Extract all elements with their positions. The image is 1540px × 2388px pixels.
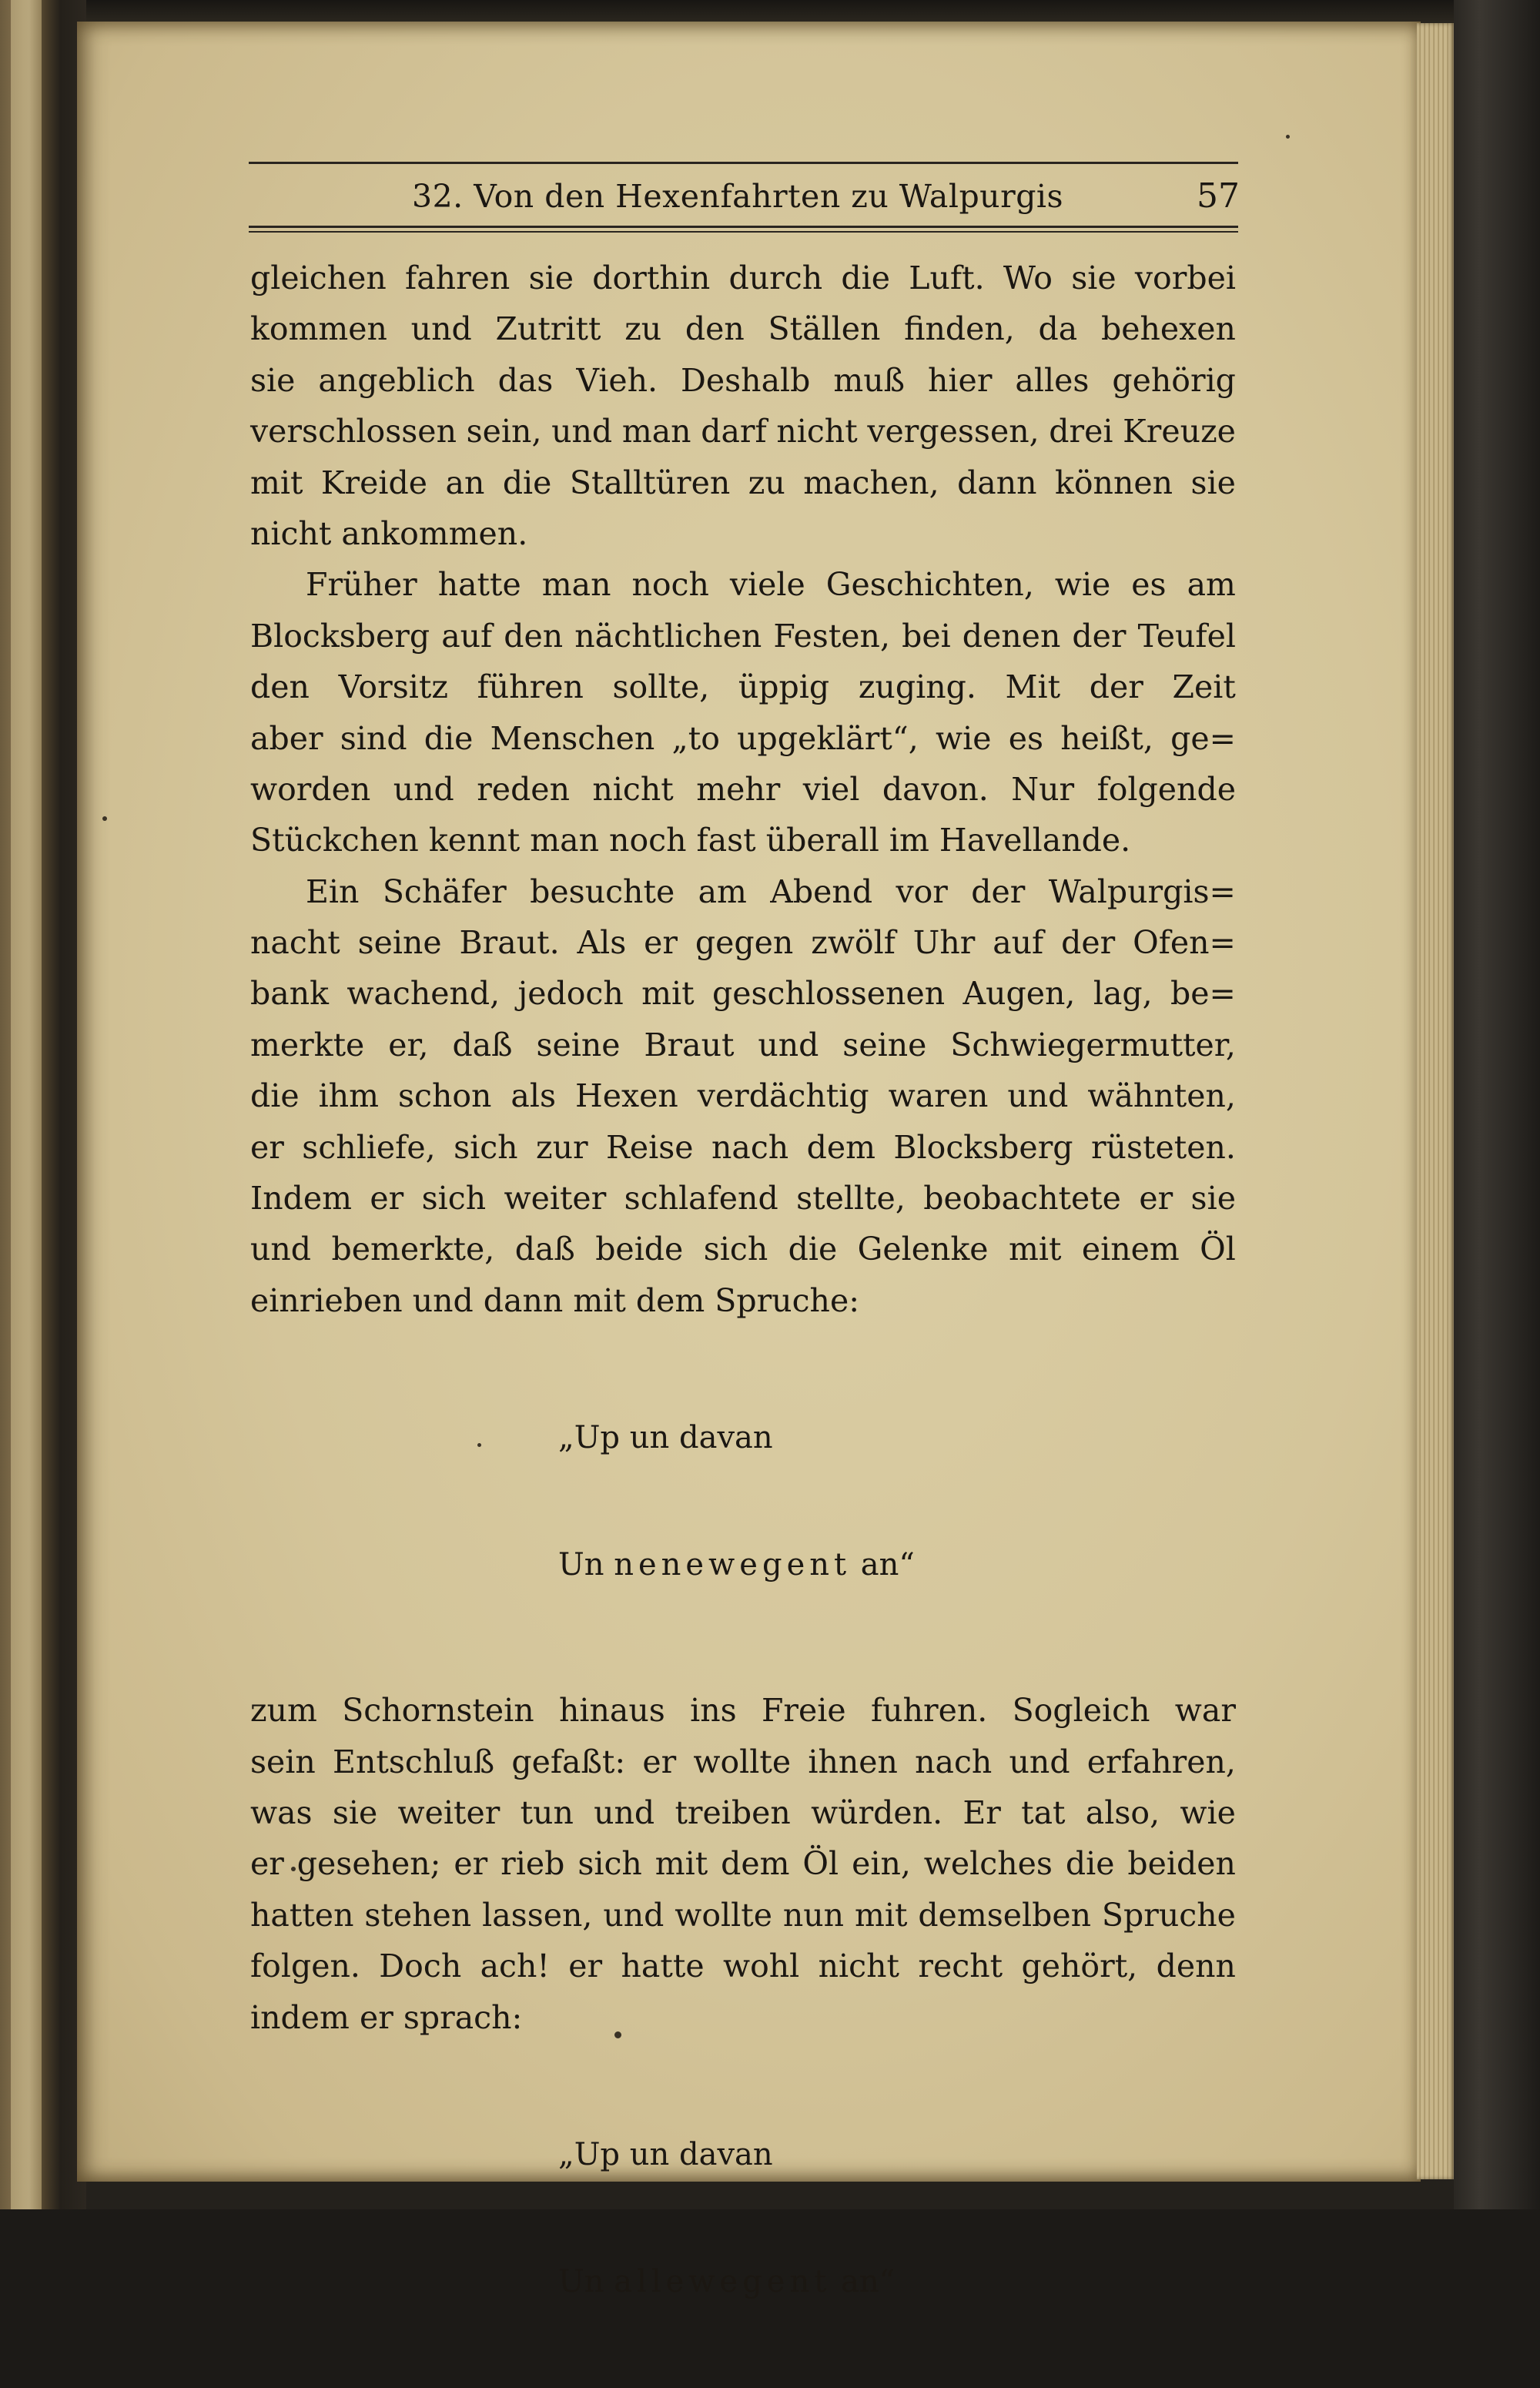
verse-2-line-2-start: Un	[558, 2263, 614, 2299]
text-line: verschlossen sein, und man darf nicht vergessen, drei Kreuze	[250, 413, 1236, 450]
page-content	[250, 162, 1240, 2388]
paragraph-2	[250, 559, 1236, 866]
paragraph-4	[250, 1685, 1236, 2043]
text-line: indem er sprach:	[250, 1998, 523, 2036]
text-line: kommen und Zutritt zu den Ställen finden, da behexen	[250, 310, 1236, 348]
text-line: bank wachend, jedoch mit geschlossenen Augen, lag, be=	[250, 975, 1236, 1013]
text-line: nacht seine Braut. Als er gegen zwölf Uhr auf der Ofen=	[250, 924, 1236, 962]
text-line: was sie weiter tun und treiben würden. Er tat also, wie	[250, 1794, 1236, 1831]
verse-2-line-1: „Up un davan	[558, 2136, 773, 2172]
text-line: gleichen fahren sie dorthin durch die Luft. Wo sie vorbei	[250, 260, 1236, 296]
verse-block-1	[250, 1332, 1236, 1671]
page-number: 57	[1197, 176, 1240, 216]
text-line: Blocksberg auf den nächtlichen Festen, bei denen der Teufel	[250, 617, 1236, 655]
verse-block-2	[250, 2049, 1236, 2388]
running-head: 32. Von den Hexenfahrten zu Walpurgis	[412, 178, 1064, 215]
verse-2-line-2-end: an“	[831, 2263, 896, 2299]
paragraph-1	[250, 253, 1236, 559]
text-line: er schliefe, sich zur Reise nach dem Blocksberg rüsteten.	[250, 1128, 1236, 1166]
text-line: mit Kreide an die Stalltüren zu machen, dann können sie	[250, 464, 1236, 501]
paper-speck	[102, 816, 107, 821]
previous-page-sliver	[11, 0, 42, 2209]
verse-2-spaced-word: allewegent	[614, 2263, 832, 2299]
text-line: folgen. Doch ach! er hatte wohl nicht recht gehört, denn	[250, 1948, 1236, 1985]
verse-2-line-2	[558, 2261, 1236, 2303]
text-line: aber sind die Menschen „to upgeklärt“, wie es heißt, ge=	[250, 719, 1236, 757]
text-line: einrieben und dann mit dem Spruche:	[250, 1281, 860, 1319]
text-line: die ihm schon als Hexen verdächtig waren und wähnten,	[250, 1077, 1236, 1115]
text-line: sie angeblich das Vieh. Deshalb muß hier alles gehörig	[250, 361, 1236, 399]
verse-1-line-2-end: an“	[851, 1547, 915, 1583]
text-line: nicht ankommen.	[250, 514, 528, 552]
verse-1-line-1: „Up un davan	[558, 1420, 773, 1456]
text-line: zum Schornstein hinaus ins Freie fuhren. Sogleich war	[250, 1692, 1236, 1730]
text-line: Früher hatte man noch viele Geschichten, wie es am	[306, 566, 1236, 604]
book-cover-right	[1454, 0, 1540, 2209]
text-line: sein Entschluß gefaßt: er wollte ihnen nach und erfahren,	[250, 1743, 1236, 1780]
verse-1-line-2	[558, 1544, 1236, 1586]
text-line: er gesehen; er rieb sich mit dem Öl ein, welches die beiden	[250, 1845, 1236, 1883]
header-rule-double	[249, 226, 1238, 233]
paragraph-3	[250, 866, 1236, 1327]
book-top-edge	[77, 0, 1455, 23]
text-line: Ein Schäfer besuchte am Abend vor der Walpurgis=	[306, 872, 1236, 910]
verse-1-line-2-start: Un	[558, 1547, 614, 1583]
page-header	[250, 164, 1240, 226]
text-line: hatten stehen lassen, und wollte nun mit demselben Spruche	[250, 1896, 1236, 1934]
paper-speck	[1286, 135, 1290, 139]
text-line: den Vorsitz führen sollte, üppig zuging. Mit der Zeit	[250, 668, 1236, 706]
body-text	[250, 253, 1236, 2388]
text-line: und bemerkte, daß beide sich die Gelenke mit einem Öl	[250, 1231, 1236, 1268]
page-stack-edge	[1417, 23, 1455, 2179]
verse-1-spaced-word: nenewegent	[614, 1547, 852, 1583]
text-line: merkte er, daß seine Braut und seine Schwiegermutter,	[250, 1026, 1236, 1063]
text-line: Indem er sich weiter schlafend stellte, beobachtete er sie	[250, 1180, 1236, 1217]
text-line: worden und reden nicht mehr viel davon. Nur folgende	[250, 770, 1236, 808]
text-line: Stückchen kennt man noch fast überall im Havellande.	[250, 822, 1131, 859]
